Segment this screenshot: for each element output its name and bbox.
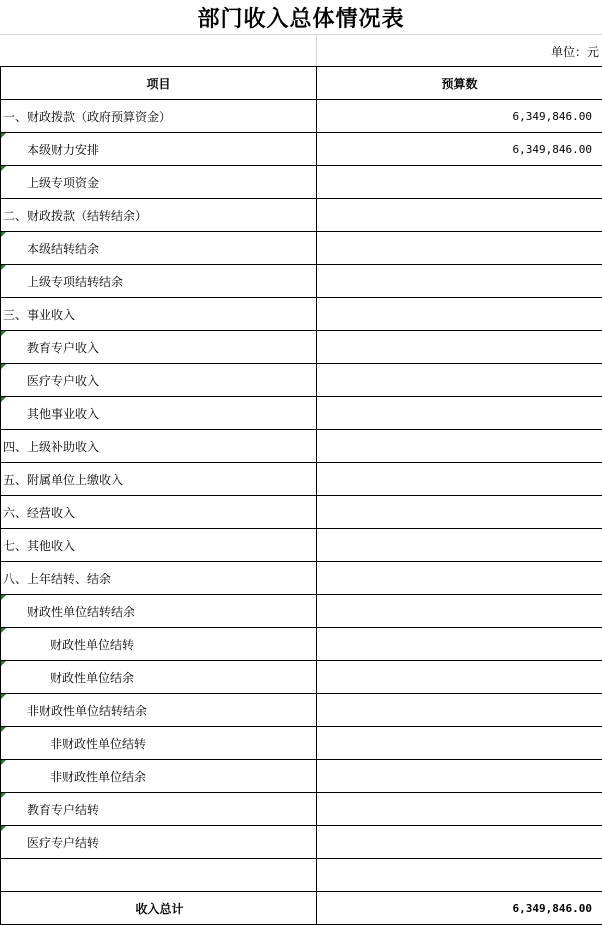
row-value[interactable]: 6,349,846.00	[317, 133, 602, 166]
row-value[interactable]	[317, 496, 602, 529]
row-label[interactable]: 教育专户收入	[1, 331, 317, 364]
row-label[interactable]: 财政性单位结转结余	[1, 595, 317, 628]
row-label[interactable]: 六、经营收入	[1, 496, 317, 529]
row-value[interactable]	[317, 793, 602, 826]
total-label[interactable]: 收入总计	[1, 892, 317, 925]
row-label[interactable]: 一、财政拨款（政府预算资金）	[1, 100, 317, 133]
blank-row	[0, 34, 602, 67]
header-budget: 预算数	[317, 67, 602, 100]
row-label[interactable]: 四、上级补助收入	[1, 430, 317, 463]
row-value[interactable]	[317, 595, 602, 628]
row-value[interactable]	[317, 364, 602, 397]
row-label[interactable]: 二、财政拨款（结转结余）	[1, 199, 317, 232]
table-row	[1, 661, 602, 694]
row-label[interactable]: 上级专项结转结余	[1, 265, 317, 298]
row-value[interactable]	[317, 199, 602, 232]
table-row	[1, 199, 602, 232]
table-row	[1, 364, 602, 397]
table-row	[1, 760, 602, 793]
row-value[interactable]	[317, 166, 602, 199]
unit-label: 单位：元	[551, 43, 599, 60]
row-label[interactable]: 非财政性单位结转结余	[1, 694, 317, 727]
table-row	[1, 232, 602, 265]
row-value[interactable]	[317, 661, 602, 694]
row-value[interactable]	[317, 430, 602, 463]
row-value[interactable]	[317, 628, 602, 661]
table-row	[1, 727, 602, 760]
table-row	[1, 166, 602, 199]
row-label[interactable]: 三、事业收入	[1, 298, 317, 331]
row-value[interactable]	[317, 298, 602, 331]
table-row	[1, 562, 602, 595]
row-value[interactable]: 6,349,846.00	[317, 100, 602, 133]
row-value[interactable]	[317, 694, 602, 727]
row-value[interactable]	[317, 397, 602, 430]
row-value[interactable]	[317, 463, 602, 496]
table-row	[1, 859, 602, 892]
table-row	[1, 133, 602, 166]
row-value[interactable]	[317, 859, 602, 892]
row-value[interactable]	[317, 232, 602, 265]
row-value[interactable]	[317, 529, 602, 562]
total-value[interactable]: 6,349,846.00	[317, 892, 602, 925]
table-header-row	[1, 67, 602, 100]
row-value[interactable]	[317, 760, 602, 793]
table-row	[1, 793, 602, 826]
table-row	[1, 529, 602, 562]
row-label[interactable]: 财政性单位结转	[1, 628, 317, 661]
row-value[interactable]	[317, 727, 602, 760]
table-row	[1, 826, 602, 859]
row-value[interactable]	[317, 331, 602, 364]
row-label[interactable]: 七、其他收入	[1, 529, 317, 562]
table-row	[1, 100, 602, 133]
row-label[interactable]: 财政性单位结余	[1, 661, 317, 694]
table-row	[1, 331, 602, 364]
table-row	[1, 595, 602, 628]
column-divider	[316, 35, 317, 67]
row-label[interactable]: 非财政性单位结余	[1, 760, 317, 793]
row-value[interactable]	[317, 265, 602, 298]
header-item: 项目	[1, 67, 317, 100]
table-row	[1, 265, 602, 298]
row-label[interactable]	[1, 859, 317, 892]
table-row	[1, 694, 602, 727]
row-label[interactable]: 教育专户结转	[1, 793, 317, 826]
row-label[interactable]: 八、上年结转、结余	[1, 562, 317, 595]
total-row	[1, 892, 602, 925]
row-value[interactable]	[317, 826, 602, 859]
income-table	[0, 66, 602, 925]
table-row	[1, 397, 602, 430]
row-label[interactable]: 医疗专户结转	[1, 826, 317, 859]
row-label[interactable]: 非财政性单位结转	[1, 727, 317, 760]
row-label[interactable]: 五、附属单位上缴收入	[1, 463, 317, 496]
row-label[interactable]: 本级财力安排	[1, 133, 317, 166]
table-row	[1, 496, 602, 529]
row-label[interactable]: 医疗专户收入	[1, 364, 317, 397]
table-row	[1, 298, 602, 331]
table-row	[1, 463, 602, 496]
page-title: 部门收入总体情况表	[0, 0, 602, 34]
row-label[interactable]: 上级专项资金	[1, 166, 317, 199]
row-label[interactable]: 其他事业收入	[1, 397, 317, 430]
table-row	[1, 628, 602, 661]
row-value[interactable]	[317, 562, 602, 595]
table-row	[1, 430, 602, 463]
row-label[interactable]: 本级结转结余	[1, 232, 317, 265]
